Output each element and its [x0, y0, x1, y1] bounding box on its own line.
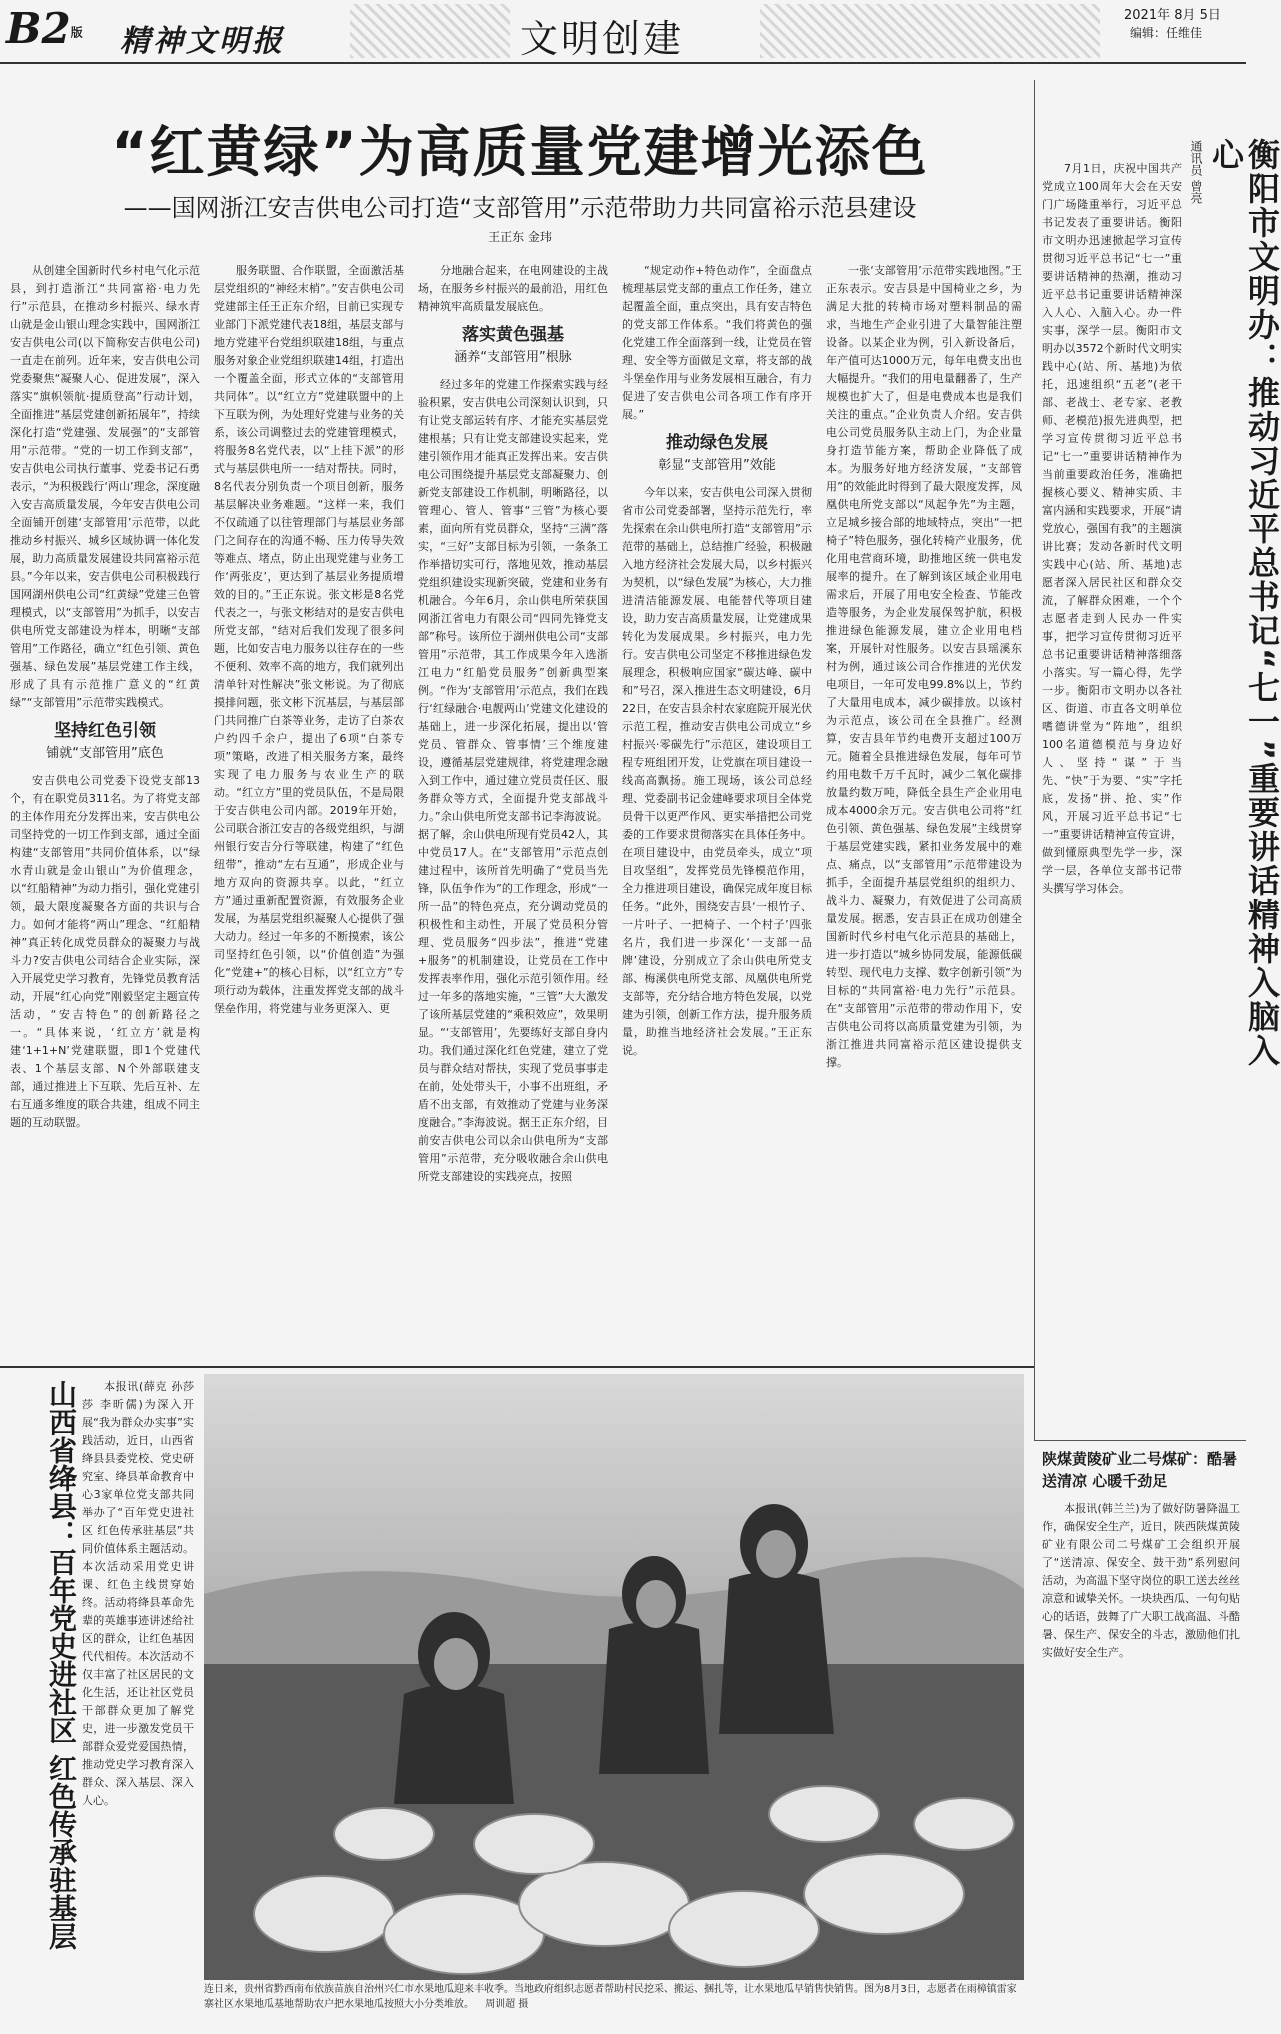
bottom-right-rule [1034, 1440, 1246, 1441]
article-column-3 [418, 262, 608, 1362]
section-heading-yellow-title: 落实黄色强基 [462, 325, 564, 345]
section-name: 文明创建 [520, 17, 685, 61]
header-rule [0, 62, 1246, 64]
section-heading-red-title: 坚持红色引领 [54, 721, 156, 741]
section-rule [0, 1366, 1034, 1368]
article-column-3b-text: 经过多年的党建工作探索实践与经验积累，安吉供电公司深刻认识到，只有让党支部运转有序、才能充实基层党建根基；只有让党支部建设实起来，党建引领作用才能真正发挥出来。安吉供电公司围绕提升基层党支部凝聚力、创新党支部建设工作机制，明晰路径，以管理心、管人、管事“三管”为核心要素，面向所有党员群众，坚持“三满”落实，“三好”支部目标为引领，一条条工作举措切实可行，落地见效，推动基层党组织建设实现新突破，党建和业务有机融合。今年6月，余山供电所荣获国网浙江省电力有限公司“四同先锋党支部”称号。该所位于湖州供电公司“支部管用”示范带，其工作成果今年入选浙江电力“红船党员服务”创新典型案例。“作为‘支部管用’示范点，我们在践行‘红绿融合·电靓两山’党建文化建设的基础上，进一步深化拓展，提出以‘管党员、管群众、管事情’三个维度建设，遵循基层党建规律，将党建理念融入到工作中，通过建立党员责任区、服务群众等方式，全面提升党支部战斗力。”余山供电所党支部书记李海波说。据了解，余山供电所现有党员42人，其中党员17人。在“支部管用”示范点创建过程中，该所首先明确了“党员当先锋，队伍争作为”的工作理念，形成“一所一品”的特色亮点，充分调动党员的积极性和主动性，开展了党员积分管理、党员服务“四步法”，推进“党建+服务”的机制建设，让党员在工作中发挥表率作用，强化示范引领作用。经过一年多的落地实施，“三管”大大激发了该所基层党建的“乘积效应”，效果明显。“‘支部管用’，先要练好支部自身内功。我们通过深化红色党建，建立了党员与群众结对帮扶，实现了党员事事走在前，处处带头干，小事不出班组，矛盾不出支部，有效推动了党建与业务深度融合。”李海波说。据王正东介绍，目前安吉供电公司以余山供电所为“支部管用”示范带，充分吸收融合余山供电所党支部建设的实践亮点，按照 [418, 378, 608, 1183]
section-heading-green [622, 430, 812, 476]
article-column-5 [826, 262, 1022, 1362]
story-left-title: 山西省绛县：百年党史进社区 红色传承驻基层 [45, 1380, 78, 1950]
article-column-5-text: 一张‘支部管用’示范带实践地图。”王正东表示。安吉县是中国椅业之乡，为满足大批的转椅市场对塑料制品的需求，当地生产企业引进了大量智能注塑设备。以某企业为例，引入新设备后，年产值可达1000万元，每年电费支出也大幅提升。“我们的用电量翻番了，生产规模也扩大了，但是电费成本也是我们关注的重点。”企业负责人介绍。安吉供电公司党员服务队主动上门，为企业量身打造节能方案，帮助企业降低了成本。为服务好地方经济发展，“支部管用”的效能此时得到了最大限度发挥，凤凰供电所党支部以“凤起争先”为主题，立足城乡接合部的地域特点，突出“一把椅子”特色服务，强化转椅产业服务，优化用电营商环境，助推地区统一供电发展率的提升。在了解到该区域企业用电需求后，开展了用电安全检查、节能改造等服务，为企业发展保驾护航，积极推进绿色能源发展，建立企业用电档案，开展针对性服务。以安吉县瑶溪东村为例，通过该公司合作推进的光伏发电项目，一年可发电99.8%以上，节约了大量用电成本，减少碳排放。以该村为示范点，该公司在全县推广。经测算，安吉县年节约电费开支超过100万元。随着全县推进绿色发展，每年可节约用电数千万千瓦时，减少二氧化碳排放量约数万吨，降低全县生产企业用电成本4000余万元。安吉供电公司将“红色引领、黄色强基、绿色发展”主线贯穿于基层党建实践，紧扣业务发展中的难点、痛点，以“支部管用”示范带建设为抓手，全面提升基层党组织的组织力、战斗力、凝聚力，有效促进了公司高质量发展。据悉，安吉县正在成功创建全国新时代乡村电气化示范县的基础上，进一步打造以“城乡协同发展，能源低碳转型、现代电力支撑、数字创新引领”为目标的“共同富裕·电力先行”示范县。在“支部管用”示范带的带动作用下，安吉供电公司将以高质量党建为引领，为浙江推进共同富裕示范区建设提供支撑。 [826, 264, 1022, 1069]
article-column-1-text: 从创建全国新时代乡村电气化示范县，到打造浙江“共同富裕·电力先行”示范县，在推动乡村振兴、绿水青山就是金山银山理念实践中，国网浙江安吉供电公司(以下简称安吉供电公司)一直走在前列。近年来，安吉供电公司党委聚焦“凝聚人心、促进发展”，深入落实“旗帜领航·提质登高”行动计划，全面推进“基层党建创新拓展年”，持续深化打造“党建强、发展强”的“支部管用”示范带。“党的一切工作到支部”，安吉供电公司执行董事、党委书记石勇表示，“为积极践行‘两山’理念，深度融入安吉高质量发展，今年安吉供电公司全面铺开创建‘支部管用’示范带，以此推动乡村振兴、城乡区域协调一体化发展，助力高质量发展建设共同富裕示范县。”今年以来，安吉供电公司积极践行国网湖州供电公司“红黄绿”党建三色管理模式，以“支部管用”为抓手，以安吉供电所党支部建设为样本，明晰“支部管用”工作路径，确立“红色引领、黄色强基、绿色发展”基层党建工作主线，形成了具有示范推广意义的“红黄绿”“支部管用”示范带实践模式。 [10, 264, 200, 709]
article-column-2-text: 服务联盟、合作联盟，全面激活基层党组织的“神经末梢”。”安吉供电公司党建部主任王正东介绍，目前已实现专业部门下派党建代表18组，基层支部与地方党建平台党组织联建18组，与重点服务对象企业党组织联建14组，打造出一个覆盖全面，形式立体的“支部管用共同体”。以“红立方”党建联盟中的上下互联为例，为处理好党建与业务的关系，该公司调整过去的党建管理模式，将服务8名党代表，以“上挂下派”的形式与基层供电所一一结对帮扶。同时，8名代表分别负责一个项目创新，服务基层解决业务难题。“这样一来，我们不仅疏通了以往管理部门与基层业务部门之间存在的沟通不畅、压力传导失效等难点、堵点，防止出现党建与业务工作‘两张皮’，更达到了基层业务提质增效的目的。”王正东说。张文彬是8名党代表之一，与张文彬结对的是安吉供电所党支部，“结对后我们发现了很多问题，比如安吉电力服务以往存在的一些不便利、效率不高的地方，我们就列出清单针对性解决”张文彬说。为了彻底摸排问题，张文彬下沉基层，与基层部门共同推广白茶等业务，走访了白茶农户约四千余户，提出了6项“白茶专项”策略，改进了相关服务方案，最终实现了电力服务与农业生产的联动。“红立方”里的党员队伍，不是局限于安吉供电公司内部。2019年开始，公司联合浙江安吉的各级党组织，与湖州银行安吉分行等联建，构建了“红色纽带”，推动“左右互通”，形成企业与地方双向的资源共享。以此，“红立方”通过重新配置资源，有效服务企业发展，为基层党组织凝聚人心提供了强大动力。经过一年多的不断摸索，该公司坚持红色引领，以“价值创造”为强化“党建+”的核心目标，以“红立方”专项行动为载体，注重发挥党支部的战斗堡垒作用，将党建与业务更深入、更 [214, 264, 404, 1015]
story-bottom-title: 陕煤黄陵矿业二号煤矿：酷暑送清凉 心暖千劲足 [1042, 1450, 1238, 1490]
main-headline: “红黄绿”为高质量党建增光添色 [111, 120, 929, 184]
section-heading-yellow-subtitle: 涵养“支部管用”根脉 [454, 350, 572, 365]
main-subheadline: ——国网浙江安吉供电公司打造“支部管用”示范带助力共同富裕示范县建设 [123, 194, 917, 222]
page-number-suffix: 版 [70, 25, 83, 40]
news-photo [204, 1374, 1024, 1980]
editor-credit: 编辑：任维佳 [1130, 26, 1203, 40]
photo-caption-text: 连日来，贵州省黔西南布依族苗族自治州兴仁市水果地瓜迎来丰收季。当地政府组织志愿者帮助村民挖采、搬运、捆扎等，让水果地瓜早销售快销售。图为8月3日，志愿者在雨樟镇雷家寨社区水果地瓜基地帮助农户把水果地瓜按照大小分类堆放。 [204, 1984, 1017, 2010]
header-pattern-right [760, 4, 1100, 58]
sidebar-divider [1034, 80, 1035, 1440]
section-heading-red [10, 718, 200, 764]
article-column-4b-text: 今年以来，安吉供电公司深入贯彻省市公司党委部署，坚持示范先行，率先探索在余山供电所打造“支部管用”示范带的基础上，总结推广经验，积极融入地方经济社会发展大局，以乡村振兴为契机，以“绿色发展”为核心，大力推进清洁能源发展、电能替代等项目建设，助力安吉高质量发展，让党建成果转化为发展成果。乡村振兴，电力先行。安吉供电公司坚定不移推进绿色发展理念，积极响应国家“碳达峰、碳中和”号召，深入推进生态文明建设，6月22日，在安吉县余村农家庭院开展光伏示范工程，推动安吉供电公司成立“乡村振兴·零碳先行”示范区，建设项目工程专班组团开发，让党旗在项目建设一线高高飘扬。施工现场，该公司总经理、党委副书记金建峰要求项目全体党员骨干以更严作风、更实举措把公司党委的工作要求贯彻落实在具体任务中。在项目建设中，由党员牵头，成立“项目攻坚组”，发挥党员先锋模范作用，全力推进项目建设，确保完成年度目标任务。“此外，围绕安吉县‘一根竹子、一片叶子、一把椅子、一个村子’四张名片，我们进一步深化‘一支部一品牌’建设，分别成立了余山供电所党支部、梅溪供电所党支部、凤凰供电所党支部等，充分结合地方特色发展，以党建为引领，创新工作方法，提升服务质量，助推当地经济社会发展。”王正东说。 [622, 486, 812, 1057]
story-left-body [82, 1378, 194, 1998]
article-column-4-text: “规定动作+特色动作”，全面盘点梳理基层党支部的重点工作任务，建立起覆盖全面，重点突出，具有安吉特色的党支部工作体系。“我们将黄色的强化党建工作全面落到一线，让党员在管理、安全等方面做足文章，将支部的战斗堡垒作用与业务发展相互融合，有力促进了安吉供电公司各项工作有序开展。” [622, 264, 812, 421]
article-column-3-text: 分地融合起来，在电网建设的主战场，在服务乡村振兴的最前沿，用红色精神筑牢高质量发展底色。 [418, 264, 608, 313]
page-number [6, 4, 83, 53]
header-pattern [350, 4, 510, 58]
article-column-1 [10, 262, 200, 1362]
section-heading-green-title: 推动绿色发展 [666, 433, 768, 453]
sidebar-right-title: 衡阳市文明办：推动习近平总书记“七一”重要讲话精神入脑入心 [1207, 138, 1281, 1069]
section-heading-yellow [418, 322, 608, 368]
issue-date: 2021年 8月 5日 [1122, 4, 1223, 23]
story-bottom-body [1042, 1500, 1240, 2020]
main-byline: 王正东 金玮 [488, 230, 552, 244]
story-bottom-body-text: 本报讯(韩兰兰)为了做好防暑降温工作，确保安全生产，近日，陕西陕煤黄陵矿业有限公司二号煤矿工会组织开展了“送清凉、保安全、鼓干劲”系列慰问活动，为高温下坚守岗位的职工送去丝丝凉意和诚挚关怀。一块块西瓜、一句句贴心的话语，鼓舞了广大职工战高温、斗酷暑、保生产、保安全的斗志，激励他们扎实做好安全生产。 [1042, 1502, 1240, 1659]
photo-caption [204, 1982, 1022, 2012]
section-heading-green-subtitle: 彰显“支部管用”效能 [658, 458, 776, 473]
article-column-1b-text: 安吉供电公司党委下设党支部13个，有在职党员311名。为了将党支部的主体作用充分发挥出来，安吉供电公司坚持党的一切工作到支部，通过全面构建“支部管用”共同价值体系，以“绿水青山就是金山银山”为价值理念，以“红船精神”为动力指引，强化党建引领，最大限度凝聚各方面的共识与合力。如何才能将“两山”理念、“红船精神”真正转化成党员群众的凝聚力与战斗力?安吉供电公司结合企业实际，深入开展党史学习教育，先锋党员教育活动，开展“红心向党”刚毅坚定主题宣传活动，“安吉特色”的创新路径之一。“具体来说，‘红立方’就是构建‘1+1+N’党建联盟，即1个党建代表、1个基层支部、N个外部联建支部，通过推进上下互联、先后互补、左右互通多维度的联合共建，组成不同主题的互动联盟。 [10, 774, 200, 1129]
story-left-body-text: 本报讯(薛克 孙莎莎 李昕儒)为深入开展“我为群众办实事”实践活动，近日，山西省绛县县委党校、党史研究室、绛县革命教育中心3家单位党支部共同举办了“百年党史进社区 红色传承驻基层”共同价值体系主题活动。本次活动采用党史讲课、红色主线贯穿始终。活动将绛县革命先辈的英雄事迹讲述给社区的群众，让红色基因代代相传。本次活动不仅丰富了社区居民的文化生活，还让社区党员干部群众更加了解党史，进一步激发党员干部群众爱党爱国热情，推动党史学习教育深入群众、深入基层、深入人心。 [82, 1380, 194, 1807]
section-heading-red-subtitle: 铺就“支部管用”底色 [46, 746, 164, 761]
photo-credit: 周训超 摄 [485, 1999, 529, 2010]
page-number-text: B2 [6, 4, 71, 53]
paper-name: 精神文明报 [120, 24, 285, 59]
article-column-4 [622, 262, 812, 1362]
sidebar-right-body [1042, 160, 1182, 1430]
article-column-2 [214, 262, 404, 1362]
page-header [0, 0, 1246, 64]
sidebar-right-body-text: 7月1日，庆祝中国共产党成立100周年大会在天安门广场隆重举行，习近平总书记发表了重要讲话。衡阳市文明办迅速掀起学习宣传贯彻习近平总书记“七一”重要讲话精神的热潮，推动习近平总书记重要讲话精神深入人心、入脑入心。办一件实事，深学一层。衡阳市文明办以3572个新时代文明实践中心(站、所、基地)为依托，迅速组织“五老”(老干部、老战士、老专家、老教师、老模范)报先进典型，把学习宣传贯彻习近平总书记“七一”重要讲话精神作为当前重要政治任务，准确把握核心要义、精神实质、丰富内涵和实践要求，开展“请党放心，强国有我”的主题演讲比赛；发动各新时代文明实践中心(站、所、基地)志愿者深入居民社区和群众交流，了解群众困难，一个个志愿者走到人民办一件实事，把学习宣传贯彻习近平总书记重要讲话精神落细落小落实。写一篇心得，先学一步。衡阳市文明办以各社区、街道、市直各文明单位嗜德讲堂为“阵地”，组织100名道德模范与身边好人、坚持“谋”于当先、“快”于为要、“实”字托底，发扬“拼、抢、实”作风，开展习近平总书记“七一”重要讲话精神宣传宣讲，做到懂原典型先学一步，深学一层，各单位支部书记带头撰写学习体会。 [1042, 162, 1182, 895]
photo-scene-drawing [204, 1374, 1024, 1980]
sidebar-right-reporter: 通讯员 曾亮 [1189, 140, 1203, 204]
